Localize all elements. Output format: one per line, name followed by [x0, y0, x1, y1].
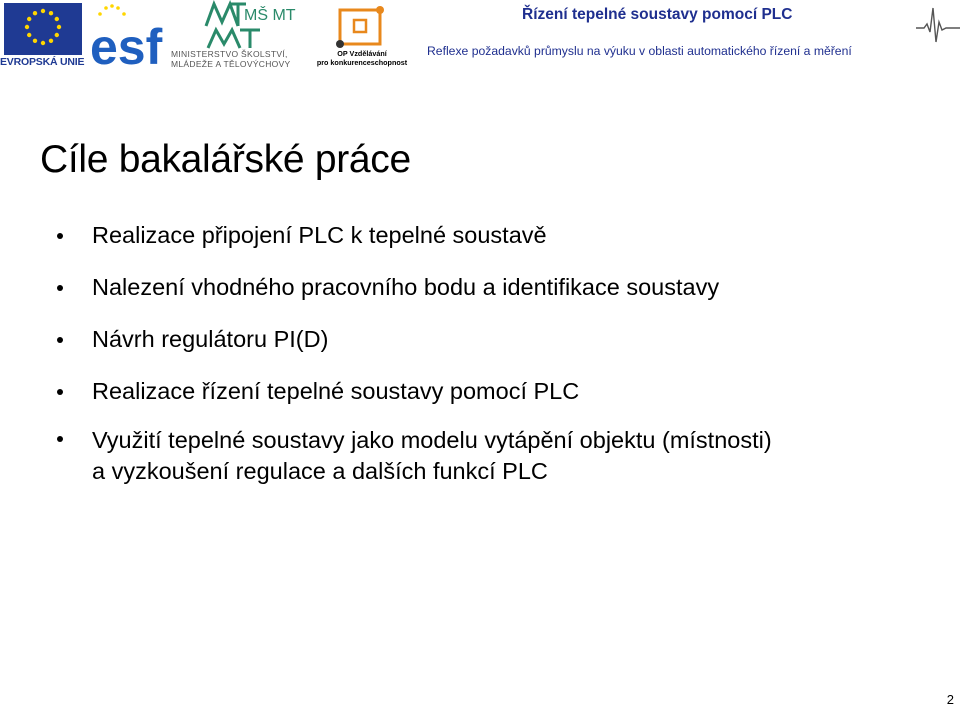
bullet-text-line-2: a vyzkoušení regulace a dalších funkcí PLC: [92, 458, 548, 484]
bullet-dot-icon: [57, 337, 63, 343]
page-number: 2: [946, 692, 954, 707]
bullet-dot-icon: [57, 389, 63, 395]
ministry-name: [171, 49, 311, 69]
eu-label: EVROPSKÁ UNIE: [0, 56, 85, 68]
header-subtitle: Reflexe požadavků průmyslu na výuku v oblasti automatického řízení a měření: [427, 44, 852, 58]
header-bar: [0, 0, 960, 75]
bullet-text: Realizace řízení tepelné soustavy pomocí PLC: [92, 378, 580, 404]
msmt-text-mark: MŠ MT: [244, 7, 296, 24]
signal-wave-icon: [916, 4, 960, 46]
bullet-item: [52, 326, 952, 353]
bullet-item: [52, 425, 952, 487]
eu-flag-logo: [4, 3, 82, 55]
bullet-text: Nalezení vhodného pracovního bodu a identifikace soustavy: [92, 274, 720, 300]
slide-title: Cíle bakalářské práce: [40, 138, 411, 181]
bullet-dot-icon: [57, 233, 63, 239]
esf-logo: [90, 2, 168, 75]
msmt-logo: [200, 0, 296, 50]
bullet-text-line-1: Využití tepelné soustavy jako modelu vytápění objektu (místnosti): [92, 427, 772, 453]
bullet-list: [52, 222, 952, 512]
op-line-1: OP Vzdělávání: [337, 49, 387, 58]
bullet-item: [52, 222, 952, 249]
header-title: Řízení tepelné soustavy pomocí PLC: [522, 6, 793, 23]
bullet-text: Návrh regulátoru PI(D): [92, 326, 329, 352]
ministry-line-1: MINISTERSTVO ŠKOLSTVÍ,: [171, 49, 288, 59]
bullet-dot-icon: [57, 285, 63, 291]
bullet-item: [52, 378, 952, 405]
op-line-2: pro konkurenceschopnost: [316, 58, 408, 67]
bullet-dot-icon: [57, 436, 63, 442]
bullet-item: [52, 274, 952, 301]
ministry-line-2: MLÁDEŽE A TĚLOVÝCHOVY: [171, 59, 291, 69]
esf-text: esf: [90, 19, 163, 75]
op-caption: [316, 49, 408, 67]
bullet-text: Realizace připojení PLC k tepelné soustavě: [92, 222, 547, 248]
op-logo: [334, 2, 386, 50]
